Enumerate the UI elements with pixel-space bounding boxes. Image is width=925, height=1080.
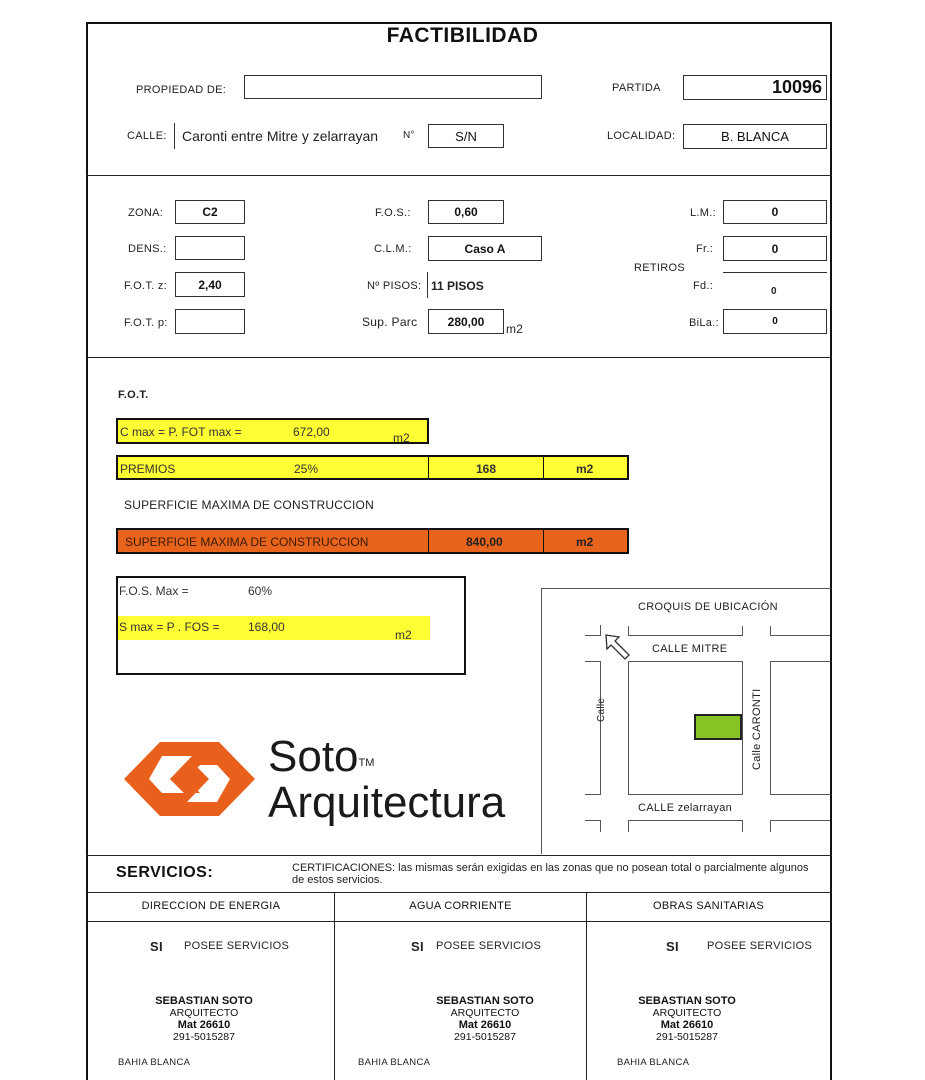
lot-marker (694, 714, 742, 740)
croquis-right-block (770, 661, 831, 795)
logo-line2: Arquitectura (268, 778, 506, 827)
numero-label: N° (403, 130, 415, 141)
fd-label: Fd.: (693, 280, 714, 292)
sup-max-row (116, 528, 629, 554)
fr-field[interactable]: 0 (723, 236, 827, 261)
fotp-field[interactable] (175, 309, 245, 334)
localidad-label: LOCALIDAD: (607, 130, 676, 142)
svc-si-sanitarias: SI (666, 939, 679, 954)
calle-label: CALLE: (127, 130, 167, 142)
svc-status-energia: POSEE SERVICIOS (184, 940, 290, 952)
dens-label: DENS.: (128, 243, 167, 255)
svc-status-sanitarias: POSEE SERVICIOS (707, 940, 813, 952)
partida-field[interactable]: 10096 (683, 75, 827, 100)
bila-label: BiLa.: (689, 317, 719, 329)
sup-unit: m2 (506, 322, 524, 336)
fr-label: Fr.: (696, 243, 714, 255)
localidad-field[interactable]: B. BLANCA (683, 124, 827, 149)
cmax-value: 672,00 (293, 425, 330, 439)
calle-value: Caronti entre Mitre y zelarrayan (182, 128, 379, 144)
premios-unit: m2 (576, 462, 594, 476)
servicios-note: CERTIFICACIONES: las mismas serán exigidas en las zonas que no posean total o parcialmente algunos de estos servicios. (292, 862, 809, 886)
svc-si-energia: SI (150, 939, 163, 954)
calle-mitre-label: CALLE MITRE (652, 643, 728, 655)
svc-head-agua: AGUA CORRIENTE (409, 900, 512, 912)
section-divider (86, 855, 832, 856)
servicios-title: SERVICIOS: (116, 864, 214, 881)
sup-max-label: SUPERFICIE MAXIMA DE CONSTRUCCION (125, 535, 369, 549)
zona-label: ZONA: (128, 207, 164, 219)
fos-max-label: F.O.S. Max = (119, 584, 189, 598)
signature-sanitarias: SEBASTIAN SOTO ARQUITECTO Mat 26610 291-5015287 (638, 995, 736, 1043)
calle-zelarrayan-label: CALLE zelarrayan (638, 802, 733, 814)
smax-label: S max = P . FOS = (119, 620, 220, 634)
section-divider (86, 357, 832, 358)
svc-si-agua: SI (411, 939, 424, 954)
sup-max-unit: m2 (576, 535, 594, 549)
cmax-unit: m2 (393, 431, 410, 445)
smax-row (118, 616, 430, 640)
signature-agua: SEBASTIAN SOTO ARQUITECTO Mat 26610 291-5015287 (436, 995, 534, 1043)
section-divider (86, 921, 832, 922)
partida-label: PARTIDA (612, 82, 661, 94)
propiedad-label: PROPIEDAD DE: (136, 84, 227, 96)
lm-field[interactable]: 0 (723, 200, 827, 224)
sup-max-value: 840,00 (466, 535, 503, 549)
cmax-row (116, 418, 429, 444)
pisos-label: Nº PISOS: (367, 280, 422, 292)
fos-label: F.O.S.: (375, 207, 411, 219)
svc-head-sanitarias: OBRAS SANITARIAS (653, 900, 764, 912)
clm-field[interactable]: Caso A (428, 236, 542, 261)
premios-row (116, 455, 629, 480)
dens-field[interactable] (175, 236, 245, 260)
sup-field[interactable]: 280,00 (428, 309, 504, 334)
retiros-label: RETIROS (634, 262, 685, 274)
numero-field[interactable]: S/N (428, 124, 504, 148)
section-divider (86, 175, 832, 176)
premios-value: 168 (476, 462, 497, 476)
zona-field[interactable]: C2 (175, 200, 245, 224)
fotz-label: F.O.T. z: (124, 280, 168, 292)
document-title: FACTIBILIDAD (386, 24, 539, 47)
north-arrow-icon (603, 632, 633, 662)
propiedad-field[interactable] (244, 75, 542, 99)
city-sanitarias: BAHIA BLANCA (617, 1057, 690, 1068)
section-divider (86, 892, 832, 893)
fot-heading: F.O.T. (118, 389, 149, 401)
fos-max-value: 60% (248, 584, 273, 598)
signature-energia: SEBASTIAN SOTO ARQUITECTO Mat 26610 291-5015287 (155, 995, 253, 1043)
fos-field[interactable]: 0,60 (428, 200, 504, 224)
pisos-value: 11 PISOS (431, 279, 484, 293)
svc-status-agua: POSEE SERVICIOS (436, 940, 542, 952)
lm-label: L.M.: (690, 207, 716, 219)
sup-max-text: SUPERFICIE MAXIMA DE CONSTRUCCION (124, 498, 374, 512)
calle-left-label: Calle (596, 697, 607, 722)
logo-tm: TM (358, 757, 375, 769)
svc-head-energia: DIRECCION DE ENERGIA (141, 900, 281, 912)
premios-pct: 25% (294, 462, 319, 476)
smax-value: 168,00 (248, 620, 285, 634)
croquis-title: CROQUIS DE UBICACIÓN (638, 601, 778, 613)
sup-label: Sup. Parc (362, 315, 418, 329)
fos-box (116, 576, 466, 675)
clm-label: C.L.M.: (374, 243, 412, 255)
fotp-label: F.O.T. p: (124, 317, 168, 329)
city-agua: BAHIA BLANCA (358, 1057, 431, 1068)
calle-caronti-label: Calle CARONTI (751, 688, 763, 770)
soto-logo-icon (122, 740, 257, 818)
bila-field[interactable]: 0 (723, 309, 827, 334)
city-energia: BAHIA BLANCA (118, 1057, 191, 1068)
fotz-field[interactable]: 2,40 (175, 272, 245, 297)
cmax-label: C max = P. FOT max = (120, 425, 242, 439)
fd-value: 0 (771, 286, 777, 297)
smax-unit: m2 (395, 628, 412, 642)
logo-line1: Soto™ (268, 732, 375, 781)
premios-label: PREMIOS (120, 462, 176, 476)
